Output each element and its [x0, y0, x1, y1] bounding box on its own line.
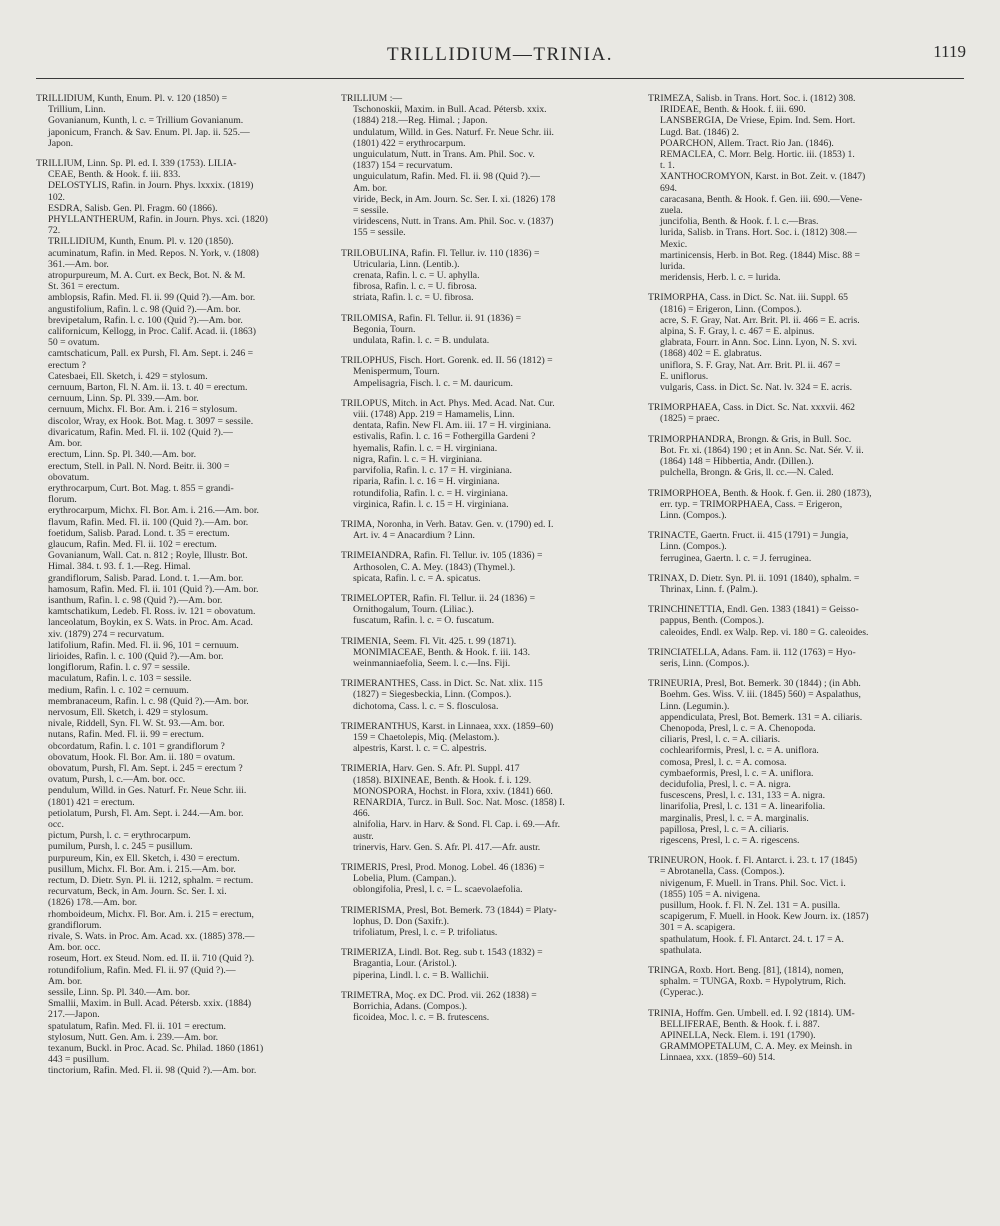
entry-line: medium, Rafin. l. c. 102 = cernuum.	[48, 684, 189, 696]
entry-line: vulgaris, Cass. in Dict. Sc. Nat. lv. 324 = E. acris.	[660, 382, 853, 394]
entry-headword-line: TRIMERIZA, Lindl. Bot. Reg. sub t. 1543 (1832) =	[341, 947, 543, 959]
entry-line: glabrata, Fourr. in Ann. Soc. Linn. Lyon, N. S. xvi.	[660, 337, 857, 349]
entry-line: fuscatum, Rafin. l. c. = O. fuscatum.	[353, 615, 495, 627]
entry-line: rivale, S. Wats. in Proc. Am. Acad. xx. (1885) 378.—	[48, 931, 255, 943]
entry-line: meridensis, Herb. l. c. = lurida.	[660, 272, 781, 284]
entry-line: Utricularia, Linn. (Lentib.).	[353, 258, 460, 270]
entry-line: 443 = pusillum.	[48, 1054, 110, 1066]
entry-line: Am. bor. occ.	[48, 942, 101, 954]
entry-line: RENARDIA, Turcz. in Bull. Soc. Nat. Mosc. (1858) I.	[353, 796, 565, 808]
entry-line: rectum, D. Dietr. Syn. Pl. ii. 1212, sphalm. = rectum.	[48, 875, 254, 887]
entry-line: nutans, Rafin. Med. Fl. ii. 99 = erectum.	[48, 729, 204, 741]
entry-line: pictum, Pursh, l. c. = erythrocarpum.	[48, 830, 191, 842]
entry-line: (1825) = praec.	[660, 413, 720, 425]
entry-line: trinervis, Harv. Gen. S. Afr. Pl. 417.—Afr. austr.	[353, 841, 541, 853]
entry-line: MONOSPORA, Hochst. in Flora, xxiv. (1841) 660.	[353, 785, 553, 797]
entry-line: MONIMIACEAE, Benth. & Hook. f. iii. 143.	[353, 646, 531, 658]
entry-headword-line: TRIMENIA, Seem. Fl. Vit. 425. t. 99 (1871).	[341, 635, 517, 647]
entry-line: t. 1.	[660, 160, 675, 172]
entry-line: lophus, D. Don (Saxifr.).	[353, 915, 450, 927]
column-right	[648, 93, 954, 1221]
dictionary-entry	[341, 398, 639, 510]
entry-line: tinctorium, Rafin. Med. Fl. ii. 98 (Quid ?).—Am. bor.	[48, 1065, 257, 1077]
entry-line: obovatum, Hook. Fl. Bor. Am. ii. 180 = ovatum.	[48, 751, 236, 763]
dictionary-entry	[341, 248, 639, 304]
entry-line: pumilum, Pursh, l. c. 245 = pusillum.	[48, 841, 193, 853]
entry-line: 102.	[48, 191, 65, 203]
entry-line: ficoidea, Moc. l. c. = B. frutescens.	[353, 1012, 490, 1024]
entry-headword-line: TRINEURIA, Presl, Bot. Bemerk. 30 (1844) ; (in Abh.	[648, 678, 861, 690]
entry-line: hamosum, Rafin. Med. Fl. ii. 101 (Quid ?).—Am. bor.	[48, 583, 259, 595]
entry-line: (1801) 422 = erythrocarpum.	[353, 137, 466, 149]
entry-line: obcordatum, Rafin. l. c. 101 = grandiflorum ?	[48, 740, 225, 752]
entry-line: E. uniflorus.	[660, 370, 709, 382]
entry-headword-line: TRINEURON, Hook. f. Fl. Antarct. i. 23. t. 17 (1845)	[648, 855, 858, 867]
entry-line: Chenopoda, Presl, l. c. = A. Chenopoda.	[660, 722, 816, 734]
entry-line: cernuum, Linn. Sp. Pl. 339.—Am. bor.	[48, 393, 199, 405]
entry-line: (1826) 178.—Am. bor.	[48, 897, 138, 909]
entry-line: err. typ. = TRIMORPHAEA, Cass. = Erigeron,	[660, 498, 843, 510]
dictionary-entry	[648, 604, 954, 638]
entry-line: St. 361 = erectum.	[48, 281, 120, 293]
entry-line: DELOSTYLIS, Rafin. in Journ. Phys. lxxxix. (1819)	[48, 180, 254, 192]
entry-headword-line: TRIMELOPTER, Rafin. Fl. Tellur. ii. 24 (1836) =	[341, 592, 536, 604]
page-header	[0, 0, 1000, 80]
dictionary-entry	[648, 647, 954, 669]
entry-line: LANSBERGIA, De Vriese, Epim. Ind. Sem. Hort.	[660, 115, 856, 127]
dictionary-entry	[648, 678, 954, 846]
entry-line: Himal. 384. t. 93. f. 1.—Reg. Himal.	[48, 561, 191, 573]
entry-line: divaricatum, Rafin. Med. Fl. ii. 102 (Quid ?).—	[48, 426, 233, 438]
entry-headword-line: TRIMEIANDRA, Rafin. Fl. Tellur. iv. 105 (1836) =	[341, 550, 543, 562]
running-title: TRILLIDIUM—TRINIA.	[387, 44, 613, 65]
entry-line: cochleariformis, Presl, l. c. = A. uniflora.	[660, 745, 819, 757]
entry-line: Lugd. Bat. (1846) 2.	[660, 126, 740, 138]
entry-line: 217.—Japon.	[48, 1009, 100, 1021]
entry-line: cernuum, Barton, Fl. N. Am. ii. 13. t. 40 = erectum.	[48, 382, 248, 394]
entry-line: glaucum, Rafin. Med. Fl. ii. 102 = erectum.	[48, 538, 217, 550]
entry-headword-line: TRILOBULINA, Rafin. Fl. Tellur. iv. 110 (1836) =	[341, 247, 540, 259]
entry-headword-line: TRIMEZA, Salisb. in Trans. Hort. Soc. i. (1812) 308.	[648, 93, 856, 104]
entry-line: juncifolia, Benth. & Hook. f. l. c.—Bras.	[660, 216, 819, 228]
entry-line: Menispermum, Tourn.	[353, 366, 440, 378]
entry-line: obovatum, Pursh, Fl. Am. Sept. i. 245 = erectum ?	[48, 762, 243, 774]
dictionary-entry	[341, 355, 639, 389]
dictionary-entry	[341, 678, 639, 712]
entry-headword-line: TRILOPHUS, Fisch. Hort. Gorenk. ed. II. 56 (1812) =	[341, 355, 553, 367]
entry-line: Ornithogalum, Tourn. (Liliac.).	[353, 604, 474, 616]
entry-line: scapigerum, F. Muell. in Hook. Kew Journ. ix. (1857)	[660, 911, 869, 923]
entry-line: Bot. Fr. xi. (1864) 190 ; et in Ann. Sc. Nat. Sér. V. ii.	[660, 444, 864, 456]
entry-line: erythrocarpum, Michx. Fl. Bor. Am. i. 216.—Am. bor.	[48, 505, 259, 517]
entry-headword-line: TRIMORPHAEA, Cass. in Dict. Sc. Nat. xxxvii. 462	[648, 402, 855, 414]
entry-line: erectum ?	[48, 359, 86, 371]
dictionary-entry	[36, 158, 332, 1077]
entry-line: 159 = Chaetolepis, Miq. (Melastom.).	[353, 731, 500, 743]
entry-line: fuscescens, Presl, l. c. 131, 133 = A. nigra.	[660, 790, 826, 802]
entry-line: parvifolia, Rafin. l. c. 17 = H. virginiana.	[353, 465, 512, 477]
column-left	[36, 93, 332, 1221]
entry-headword-line: TRIMETRA, Moç. ex DC. Prod. vii. 262 (1838) =	[341, 989, 537, 1001]
dictionary-entry	[648, 530, 954, 564]
entry-line: pusillum, Hook. f. Fl. N. Zel. 131 = A. pusilla.	[660, 900, 841, 911]
entry-line: spathulatum, Hook. f. Fl. Antarct. 24. t. 17 = A.	[660, 933, 844, 945]
entry-line: grandiflorum, Salisb. Parad. Lond. t. 1.—Am. bor.	[48, 572, 244, 584]
entry-line: rotundifolia, Rafin. l. c. = H. virginiana.	[353, 487, 508, 499]
entry-line: rigescens, Presl, l. c. = A. rigescens.	[660, 834, 800, 846]
entry-line: martinicensis, Herb. in Bot. Reg. (1844) Misc. 88 =	[660, 249, 860, 261]
entry-headword-line: TRIMERANTHES, Cass. in Dict. Sc. Nat. xlix. 115	[341, 678, 543, 690]
header-rule	[36, 78, 964, 79]
entry-line: isanthum, Rafin. l. c. 98 (Quid ?).—Am. bor.	[48, 594, 223, 606]
dictionary-entry	[648, 965, 954, 999]
entry-line: Am. bor.	[353, 182, 388, 194]
entry-line: comosa, Presl, l. c. = A. comosa.	[660, 756, 787, 768]
entry-line: unguiculatum, Nutt. in Trans. Am. Phil. Soc. v.	[353, 149, 535, 161]
entry-line: ferruginea, Gaertn. l. c. = J. ferruginea.	[660, 552, 812, 564]
entry-line: discolor, Wray, ex Hook. Bot. Mag. t. 3097 = sessile.	[48, 415, 254, 427]
entry-line: 50 = ovatum.	[48, 337, 100, 349]
dictionary-entry	[341, 550, 639, 584]
entry-line: (1801) 421 = erectum.	[48, 796, 135, 808]
dictionary-entry	[341, 593, 639, 627]
entry-line: (1858). BIXINEAE, Benth. & Hook. f. i. 129.	[353, 774, 532, 786]
entry-headword-line: TRIMA, Noronha, in Verh. Batav. Gen. v. (1790) ed. I.	[341, 518, 554, 530]
entry-line: alpina, S. F. Gray, l. c. 467 = E. alpinus.	[660, 326, 815, 338]
entry-line: REMACLEA, C. Morr. Belg. Hortic. iii. (1853) 1.	[660, 149, 855, 161]
dictionary-entry	[341, 519, 639, 541]
entry-line: caleoides, Endl. ex Walp. Rep. vi. 180 = G. caleoides.	[660, 626, 869, 638]
entry-line: undulatum, Willd. in Ges. Naturf. Fr. Neue Schr. iii.	[353, 126, 554, 138]
entry-line: nivale, Riddell, Syn. Fl. W. St. 93.—Am. bor.	[48, 718, 225, 730]
entry-line: (1816) = Erigeron, Linn. (Compos.).	[660, 303, 802, 315]
entry-line: papillosa, Presl, l. c. = A. ciliaris.	[660, 823, 789, 835]
entry-line: obovatum.	[48, 471, 90, 483]
entry-line: virginica, Rafin. l. c. 15 = H. virginiana.	[353, 498, 509, 510]
entry-headword-line: TRIMORPHA, Cass. in Dict. Sc. Nat. iii. Suppl. 65	[648, 292, 848, 304]
entry-line: Am. bor.	[48, 438, 83, 450]
entry-line: pusillum, Michx. Fl. Bor. Am. i. 215.—Am. bor.	[48, 863, 236, 875]
entry-headword-line: TRIMERIS, Presl, Prod. Monog. Lobel. 46 (1836) =	[341, 861, 545, 873]
entry-headword-line: TRILOPUS, Mitch. in Act. Phys. Med. Acad. Nat. Cur.	[341, 397, 555, 409]
entry-line: Catesbaei, Ell. Sketch, i. 429 = stylosum.	[48, 370, 208, 382]
entry-line: (1827) = Siegesbeckia, Linn. (Compos.).	[353, 689, 512, 701]
entry-line: pendulum, Willd. in Ges. Naturf. Fr. Neue Schr. iii.	[48, 785, 247, 797]
entry-line: japonicum, Franch. & Sav. Enum. Pl. Jap. ii. 525.—	[48, 126, 250, 138]
dictionary-entry	[341, 905, 639, 939]
entry-line: atropurpureum, M. A. Curt. ex Beck, Bot. N. & M.	[48, 270, 246, 282]
entry-line: Ampelisagria, Fisch. l. c. = M. dauricum.	[353, 377, 513, 389]
entry-line: spicata, Rafin. l. c. = A. spicatus.	[353, 572, 481, 584]
entry-headword-line: TRIMERANTHUS, Karst. in Linnaea, xxx. (1859–60)	[341, 720, 554, 732]
dictionary-entry	[648, 402, 954, 424]
entry-line: viii. (1748) App. 219 = Hamamelis, Linn.	[353, 409, 515, 421]
entry-line: membranaceum, Rafin. l. c. 98 (Quid ?).—Am. bor.	[48, 695, 249, 707]
entry-line: 301 = A. scapigera.	[660, 922, 736, 934]
entry-line: Boehm. Ges. Wiss. V. iii. (1845) 560) = Aspalathus,	[660, 689, 861, 701]
dictionary-entry	[648, 573, 954, 595]
entry-line: Am. bor.	[48, 975, 83, 987]
entry-line: texanum, Buckl. in Proc. Acad. Sc. Philad. 1860 (1861)	[48, 1043, 264, 1055]
entry-line: lurida.	[660, 261, 686, 273]
entry-line: kamtschatikum, Ledeb. Fl. Ross. iv. 121 = obovatum.	[48, 606, 256, 618]
entry-line: viride, Beck, in Am. Journ. Sc. Ser. I. xi. (1826) 178	[353, 193, 556, 205]
entry-line: rhomboideum, Michx. Fl. Bor. Am. i. 215 = erectum,	[48, 908, 254, 920]
entry-line: Linn. (Legumin.).	[660, 700, 730, 712]
entry-line: caracasana, Benth. & Hook. f. Gen. iii. 690.—Vene-	[660, 193, 863, 205]
entry-line: XANTHOCROMYON, Karst. in Bot. Zeit. v. (1847)	[660, 171, 866, 183]
entry-line: Thrinax, Linn. f. (Palm.).	[660, 583, 758, 595]
entry-line: appendiculata, Presl, Bot. Bemerk. 131 = A. ciliaris.	[660, 711, 863, 723]
dictionary-entry	[648, 292, 954, 393]
dictionary-entry	[341, 636, 639, 670]
entry-headword-line: TRIMERISMA, Presl, Bot. Bemerk. 73 (1844) = Platy-	[341, 904, 557, 916]
entry-line: decidufolia, Presl, l. c. = A. nigra.	[660, 778, 791, 790]
entry-line: IRIDEAE, Benth. & Hook. f. iii. 690.	[660, 104, 806, 116]
entry-line: Arthosolen, C. A. Mey. (1843) (Thymel.).	[353, 561, 516, 573]
entry-line: recurvatum, Beck, in Am. Journ. Sc. Ser. I. xi.	[48, 886, 227, 898]
dictionary-entry	[341, 990, 639, 1024]
entry-line: Linnaea, xxx. (1859–60) 514.	[660, 1052, 776, 1064]
entry-line: linarifolia, Presl, l. c. 131 = A. linearifolia.	[660, 801, 825, 813]
entry-line: sphalm. = TUNGA, Roxb. = Hypolytrum, Rich.	[660, 976, 846, 988]
entry-line: POARCHON, Allem. Tract. Rio Jan. (1846).	[660, 137, 834, 149]
entry-headword-line: TRILLIDIUM, Kunth, Enum. Pl. v. 120 (1850) =	[36, 93, 228, 104]
entry-line: Art. iv. 4 = Anacardium ? Linn.	[353, 530, 475, 542]
entry-line: 694.	[660, 182, 677, 194]
entry-line: roseum, Hort. ex Steud. Nom. ed. II. ii. 710 (Quid ?).	[48, 953, 255, 965]
entry-line: riparia, Rafin. l. c. 16 = H. virginiana.	[353, 476, 500, 488]
entry-line: angustifolium, Rafin. l. c. 98 (Quid ?).—Am. bor.	[48, 303, 241, 315]
entry-line: occ.	[48, 819, 64, 830]
entry-line: spatulatum, Rafin. Med. Fl. ii. 101 = erectum.	[48, 1020, 226, 1032]
entry-headword-line: TRIMORPHANDRA, Brongn. & Gris, in Bull. Soc.	[648, 433, 852, 445]
entry-line: 361.—Am. bor.	[48, 258, 109, 270]
entry-line: hyemalis, Rafin. l. c. = H. virginiana.	[353, 442, 498, 454]
entry-line: weinmanniaefolia, Seem. l. c.—Ins. Fiji.	[353, 657, 511, 669]
entry-line: lirioides, Rafin. l. c. 100 (Quid ?).—Am. bor.	[48, 650, 224, 662]
entry-line: camtschaticum, Pall. ex Pursh, Fl. Am. Sept. i. 246 =	[48, 348, 254, 360]
entry-headword-line: TRINCIATELLA, Adans. Fam. ii. 112 (1763) = Hyo-	[648, 646, 856, 658]
entry-line: Govanianum, Kunth, l. c. = Trillium Govanianum.	[48, 115, 244, 127]
entry-line: amblopsis, Rafin. Med. Fl. ii. 99 (Quid ?).—Am. bor.	[48, 292, 256, 304]
entry-line: pappus, Benth. (Compos.).	[660, 615, 764, 627]
entry-line: APINELLA, Neck. Elem. i. 191 (1790).	[660, 1030, 816, 1042]
entry-line: Borrichia, Adans. (Compos.).	[353, 1001, 468, 1013]
entry-line: austr.	[353, 830, 374, 842]
entry-line: undulata, Rafin. l. c. = B. undulata.	[353, 335, 490, 347]
entry-headword-line: TRIMORPHOEA, Benth. & Hook. f. Gen. ii. 280 (1873),	[648, 487, 872, 499]
entry-line: Begonia, Tourn.	[353, 323, 416, 335]
entry-headword-line: TRILLIUM, Linn. Sp. Pl. ed. I. 339 (1753). LILIA-	[36, 158, 237, 170]
entry-line: (1884) 218.—Reg. Himal. ; Japon.	[353, 115, 488, 127]
entry-line: estivalis, Rafin. l. c. 16 = Fothergilla Gardeni ?	[353, 431, 536, 443]
entry-line: unguiculatum, Rafin. Med. Fl. ii. 98 (Quid ?).—	[353, 171, 540, 183]
entry-line: dentata, Rafin. New Fl. Am. iii. 17 = H. virginiana.	[353, 420, 551, 432]
entry-line: Mexic.	[660, 238, 688, 250]
entry-line: cernuum, Michx. Fl. Bor. Am. i. 216 = stylosum.	[48, 404, 238, 416]
entry-line: = sessile.	[353, 205, 389, 217]
entry-line: flavum, Rafin. Med. Fl. ii. 100 (Quid ?).—Am. bor.	[48, 516, 249, 528]
dictionary-entry	[341, 313, 639, 347]
dictionary-entry	[341, 721, 639, 755]
entry-line: acre, S. F. Gray, Nat. Arr. Brit. Pl. ii. 466 = E. acris.	[660, 314, 860, 326]
entry-line: lanceolatum, Boykin, ex S. Wats. in Proc. Am. Acad.	[48, 617, 253, 629]
entry-line: xiv. (1879) 274 = recurvatum.	[48, 628, 165, 640]
entry-headword-line: TRINCHINETTIA, Endl. Gen. 1383 (1841) = Geisso-	[648, 604, 859, 616]
entry-line: crenata, Rafin. l. c. = U. aphylla.	[353, 270, 480, 282]
entry-line: BELLIFERAE, Benth. & Hook. f. i. 887.	[660, 1018, 820, 1030]
entry-line: seris, Linn. (Compos.).	[660, 657, 750, 669]
entry-line: lurida, Salisb. in Trans. Hort. Soc. i. (1812) 308.—	[660, 227, 857, 239]
entry-line: Tschonoskii, Maxim. in Bull. Acad. Pétersb. xxix.	[353, 104, 547, 116]
entry-line: 466.	[353, 808, 370, 820]
entry-line: foetidum, Salisb. Parad. Lond. t. 35 = erectum.	[48, 527, 230, 539]
entry-line: dichotoma, Cass. l. c. = S. flosculosa.	[353, 700, 499, 712]
entry-headword-line: TRILOMISA, Rafin. Fl. Tellur. ii. 91 (1836) =	[341, 312, 522, 324]
entry-line: alpestris, Karst. l. c. = C. alpestris.	[353, 743, 487, 755]
entry-line: sessile, Linn. Sp. Pl. 340.—Am. bor.	[48, 987, 191, 999]
entry-line: = Abrotanella, Cass. (Compos.).	[660, 866, 785, 878]
entry-line: (1864) 148 = Hibbertia, Andr. (Dillen.).	[660, 456, 814, 468]
column-middle	[341, 93, 639, 1221]
entry-line: fibrosa, Rafin. l. c. = U. fibrosa.	[353, 281, 477, 293]
entry-line: ciliaris, Presl, l. c. = A. ciliaris.	[660, 734, 781, 746]
entry-line: purpureum, Kin, ex Ell. Sketch, i. 430 = erectum.	[48, 852, 240, 864]
entry-line: nivigenum, F. Muell. in Trans. Phil. Soc. Vict. i.	[660, 877, 846, 889]
entry-line: pulchella, Brongn. & Gris, ll. cc.—N. Caled.	[660, 467, 834, 479]
entry-line: trifoliatum, Presl, l. c. = P. trifoliatus.	[353, 927, 498, 938]
entry-line: erythrocarpum, Curt. Bot. Mag. t. 855 = grandi-	[48, 482, 234, 494]
entry-line: ESDRA, Salisb. Gen. Pl. Fragm. 60 (1866).	[48, 202, 218, 214]
entry-headword-line: TRILLIUM :—	[341, 93, 403, 104]
entry-line: zuela.	[660, 205, 683, 217]
entry-line: californicum, Kellogg, in Proc. Calif. Acad. ii. (1863)	[48, 326, 256, 338]
entry-line: uniflora, S. F. Gray, Nat. Arr. Brit. Pl. ii. 467 =	[660, 359, 841, 371]
dictionary-entry	[648, 855, 954, 956]
entry-line: latifolium, Rafin. Med. Fl. ii. 96, 101 = cernuum.	[48, 639, 239, 651]
entry-line: Smallii, Maxim. in Bull. Acad. Pétersb. xxix. (1884)	[48, 998, 252, 1010]
entry-line: 72.	[48, 225, 61, 237]
entry-line: 155 = sessile.	[353, 227, 406, 239]
entry-line: (1855) 105 = A. nivigena.	[660, 888, 761, 900]
entry-line: brevipetalum, Rafin. l. c. 100 (Quid ?).—Am. bor.	[48, 314, 243, 326]
entry-line: nervosum, Ell. Sketch, i. 429 = stylosum.	[48, 706, 209, 718]
dictionary-entry	[648, 93, 954, 283]
dictionary-entry	[648, 434, 954, 479]
dictionary-entry	[648, 488, 954, 522]
entry-headword-line: TRINIA, Hoffm. Gen. Umbell. ed. I. 92 (1814). UM-	[648, 1007, 855, 1019]
entry-line: ovatum, Pursh, l. c.—Am. bor. occ.	[48, 774, 186, 786]
entry-headword-line: TRIMERIA, Harv. Gen. S. Afr. Pl. Suppl. 417	[341, 763, 520, 775]
dictionary-entry	[341, 93, 639, 239]
entry-line: Linn. (Compos.).	[660, 541, 727, 553]
entry-line: PHYLLANTHERUM, Rafin. in Journ. Phys. xci. (1820)	[48, 214, 268, 226]
entry-line: petiolatum, Pursh, Fl. Am. Sept. i. 244.—Am. bor.	[48, 807, 244, 819]
entry-line: (Cyperac.).	[660, 987, 704, 999]
entry-line: (1837) 154 = recurvatum.	[353, 160, 453, 172]
entry-line: rotundifolium, Rafin. Med. Fl. ii. 97 (Quid ?).—	[48, 964, 236, 976]
dictionary-entry	[341, 763, 639, 853]
entry-headword-line: TRINACTE, Gaertn. Fruct. ii. 415 (1791) = Jungia,	[648, 530, 849, 542]
entry-line: striata, Rafin. l. c. = U. fibrosa.	[353, 292, 474, 304]
entry-line: erectum, Stell. in Pall. N. Nord. Beitr. ii. 300 =	[48, 460, 230, 472]
entry-line: florum.	[48, 494, 77, 506]
page-number: 1119	[933, 42, 966, 61]
entry-line: Japon.	[48, 137, 74, 149]
entry-line: maculatum, Rafin. l. c. 103 = sessile.	[48, 673, 192, 685]
entry-line: viridescens, Nutt. in Trans. Am. Phil. Soc. v. (1837)	[353, 216, 554, 228]
entry-line: marginalis, Presl, l. c. = A. marginalis.	[660, 812, 809, 824]
entry-line: alnifolia, Harv. in Harv. & Sond. Fl. Cap. i. 69.—Afr.	[353, 819, 560, 831]
dictionary-entry	[341, 947, 639, 981]
entry-line: nigra, Rafin. l. c. = H. virginiana.	[353, 453, 483, 465]
dictionary-entry	[648, 1008, 954, 1064]
entry-line: acuminatum, Rafin. in Med. Repos. N. York, v. (1808)	[48, 247, 259, 259]
dictionary-entry	[36, 93, 332, 149]
entry-line: erectum, Linn. Sp. Pl. 340.—Am. bor.	[48, 449, 196, 461]
entry-line: CEAE, Benth. & Hook. f. iii. 833.	[48, 169, 181, 181]
entry-line: oblongifolia, Presl, l. c. = L. scaevolaefolia.	[353, 884, 523, 896]
entry-line: Govanianum, Wall. Cat. n. 812 ; Royle, Illustr. Bot.	[48, 550, 248, 562]
entry-headword-line: TRINAX, D. Dietr. Syn. Pl. ii. 1091 (1840), sphalm. =	[648, 572, 860, 584]
entry-line: longiflorum, Rafin. l. c. 97 = sessile.	[48, 662, 190, 674]
entry-line: cymbaeformis, Presl, l. c. = A. uniflora.	[660, 767, 814, 779]
entry-line: TRILLIDIUM, Kunth, Enum. Pl. v. 120 (1850).	[48, 236, 234, 248]
entry-line: (1868) 402 = E. glabratus.	[660, 348, 762, 360]
dictionary-entry	[341, 862, 639, 896]
entry-line: Linn. (Compos.).	[660, 509, 727, 521]
entry-line: spathulata.	[660, 944, 702, 956]
entry-line: GRAMMOPETALUM, C. A. Mey. ex Meinsh. in	[660, 1041, 853, 1053]
entry-line: Lobelia, Plum. (Campan.).	[353, 873, 457, 885]
entry-line: grandiflorum.	[48, 919, 102, 931]
entry-line: Trillium, Linn.	[48, 104, 106, 116]
entry-line: Bragantia, Lour. (Aristol.).	[353, 958, 457, 970]
entry-line: stylosum, Nutt. Gen. Am. i. 239.—Am. bor.	[48, 1031, 219, 1043]
entry-line: piperina, Lindl. l. c. = B. Wallichii.	[353, 969, 489, 981]
entry-headword-line: TRINGA, Roxb. Hort. Beng. [81], (1814), nomen,	[648, 965, 844, 977]
